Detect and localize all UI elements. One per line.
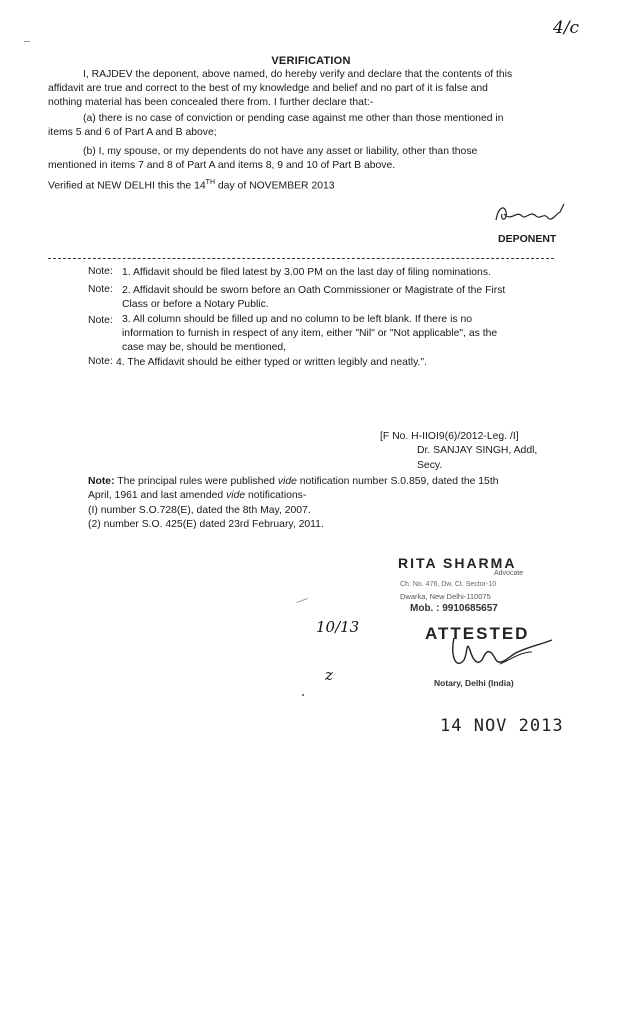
- item-b-line2: mentioned in items 7 and 8 of Part A and items 8, 9 and 10 of Part B above.: [48, 160, 396, 171]
- file-reference: [F No. H-IIOI9(6)/2012-Leg. /I]: [380, 431, 519, 442]
- verified-suffix: day of NOVEMBER 2013: [215, 180, 335, 192]
- notary-signature: [440, 630, 560, 680]
- item-a-line1: (a) there is no case of conviction or pending case against me other than those mentioned in: [83, 113, 504, 124]
- officer-name: Dr. SANJAY SINGH, Addl,: [417, 445, 538, 456]
- footer-item-2: (2) number S.O. 425(E) dated 23rd February, 2011.: [88, 519, 324, 530]
- footer-note-l2em: vide: [226, 490, 246, 501]
- scan-dot-1: [296, 598, 308, 603]
- handwritten-mark: z: [325, 666, 333, 684]
- stamp-mobile: Mob. : 9910685657: [410, 603, 498, 614]
- date-stamp: 14 NOV 2013: [440, 716, 564, 736]
- note-2-label: Note:: [88, 284, 113, 295]
- note-3-label: Note:: [88, 315, 113, 326]
- note-3-line3: case may be, should be mentioned,: [122, 342, 287, 353]
- signature-text: [492, 200, 496, 201]
- note-2-line1: 2. Affidavit should be sworn before an Oath Commissioner or Magistrate of the First: [122, 285, 506, 296]
- verified-prefix: Verified at NEW DELHI this the 14: [48, 180, 206, 192]
- footer-note-line1: [88, 475, 499, 489]
- footer-note-label: Note:: [88, 476, 115, 487]
- verified-sup: TH: [205, 179, 216, 186]
- para1-line3: nothing material has been concealed there from. I further declare that:-: [48, 97, 374, 108]
- scan-mark: [24, 41, 30, 42]
- stamp-role: Advocate: [494, 570, 524, 577]
- deponent-signature: [490, 196, 570, 232]
- note-1-line1: 1. Affidavit should be filed latest by 3.00 PM on the last day of filing nominations.: [122, 267, 491, 278]
- note-4-label: Note:: [88, 356, 113, 367]
- stamp-notary: Notary, Delhi (India): [434, 678, 514, 688]
- note-4-line1: 4. The Affidavit should be either typed or written legibly and neatly.".: [116, 357, 427, 368]
- note-3-line1: 3. All column should be filled up and no column to be left blank. If there is no: [122, 314, 473, 325]
- page-title: VERIFICATION: [271, 55, 351, 67]
- stamp-attested: ATTESTED: [425, 624, 530, 643]
- officer-designation: Secy.: [417, 460, 443, 471]
- stamp-address-1: Ch. No. 476, Dw. Ct. Sector-10: [400, 581, 497, 588]
- handwritten-date: 10/13: [316, 618, 360, 636]
- item-b-line1: (b) I, my spouse, or my dependents do not have any asset or liability, other than those: [83, 146, 478, 157]
- para1-line2: affidavit are true and correct to the best of my knowledge and belief and no part of it is false and: [48, 83, 488, 94]
- footer-note-l2a: April, 1961 and last amended: [88, 490, 227, 501]
- note-3-line2: information to furnish in respect of any item, either "Nil" or "Not applicable", as the: [122, 328, 498, 339]
- dashed-separator: [48, 258, 554, 259]
- footer-item-1: (I) number S.O.728(E), dated the 8th May, 2007.: [88, 505, 311, 516]
- verified-line: [48, 176, 335, 193]
- footer-note-l2b: notifications-: [245, 490, 307, 501]
- footer-note-l1em: vide: [277, 476, 297, 487]
- footer-note-l1b: notification number S.0.859, dated the 15th: [296, 476, 499, 487]
- footer-note-line2: [88, 489, 306, 503]
- para1-line1: I, RAJDEV the deponent, above named, do hereby verify and declare that the contents of this: [83, 69, 513, 80]
- page-marker: 4/c: [553, 18, 580, 38]
- item-a-line2: items 5 and 6 of Part A and B above;: [48, 127, 217, 138]
- note-2-line2: Class or before a Notary Public.: [122, 299, 269, 310]
- note-1-label: Note:: [88, 266, 113, 277]
- stamp-name: RITA SHARMA: [398, 555, 517, 571]
- deponent-label: DEPONENT: [498, 233, 557, 245]
- scan-dot-2: [302, 694, 304, 696]
- stamp-address-2: Dwarka, New Delhi-110075: [400, 592, 491, 601]
- footer-note-l1a: The principal rules were published: [114, 476, 278, 487]
